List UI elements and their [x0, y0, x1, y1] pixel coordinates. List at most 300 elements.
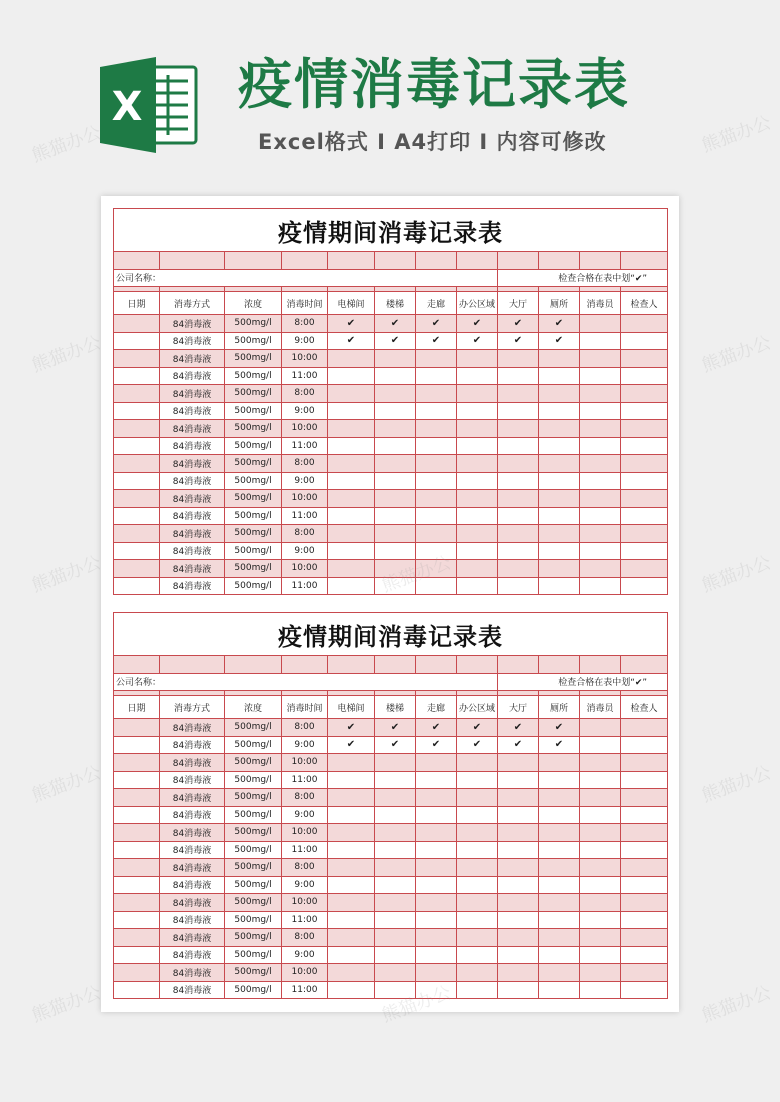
check-cell[interactable] [498, 507, 539, 525]
check-cell[interactable] [416, 876, 457, 894]
check-cell[interactable] [328, 437, 375, 455]
table-cell[interactable] [580, 420, 621, 438]
table-cell[interactable]: 500mg/l [225, 964, 282, 982]
table-cell[interactable] [114, 455, 160, 473]
check-cell[interactable] [416, 542, 457, 560]
table-cell[interactable]: 9:00 [282, 542, 328, 560]
table-cell[interactable] [621, 507, 668, 525]
blank-cell[interactable] [114, 252, 160, 270]
check-cell[interactable] [498, 981, 539, 999]
check-cell[interactable] [457, 754, 498, 772]
check-cell[interactable] [498, 350, 539, 368]
check-cell[interactable] [498, 542, 539, 560]
table-cell[interactable]: 10:00 [282, 754, 328, 772]
check-cell[interactable] [328, 367, 375, 385]
table-cell[interactable]: 500mg/l [225, 911, 282, 929]
table-cell[interactable]: 8:00 [282, 929, 328, 947]
check-cell[interactable]: ✔ [375, 332, 416, 350]
table-cell[interactable] [114, 577, 160, 595]
check-cell[interactable] [375, 929, 416, 947]
table-cell[interactable] [621, 981, 668, 999]
blank-cell[interactable] [539, 252, 580, 270]
check-cell[interactable] [375, 525, 416, 543]
table-cell[interactable] [114, 402, 160, 420]
check-cell[interactable] [457, 472, 498, 490]
check-cell[interactable] [416, 771, 457, 789]
blank-cell[interactable] [225, 656, 282, 674]
table-cell[interactable]: 84消毒液 [160, 824, 225, 842]
table-cell[interactable]: 500mg/l [225, 332, 282, 350]
check-cell[interactable] [328, 911, 375, 929]
table-cell[interactable] [114, 525, 160, 543]
table-cell[interactable] [580, 455, 621, 473]
check-cell[interactable] [457, 542, 498, 560]
table-cell[interactable]: 500mg/l [225, 507, 282, 525]
check-cell[interactable] [457, 859, 498, 877]
table-cell[interactable] [621, 929, 668, 947]
check-cell[interactable] [539, 577, 580, 595]
check-cell[interactable] [416, 560, 457, 578]
check-cell[interactable]: ✔ [498, 332, 539, 350]
table-cell[interactable] [114, 332, 160, 350]
table-cell[interactable]: 84消毒液 [160, 876, 225, 894]
check-cell[interactable] [457, 946, 498, 964]
check-cell[interactable] [416, 350, 457, 368]
table-cell[interactable]: 11:00 [282, 981, 328, 999]
table-cell[interactable] [114, 981, 160, 999]
table-cell[interactable] [114, 367, 160, 385]
table-cell[interactable]: 500mg/l [225, 385, 282, 403]
check-cell[interactable] [375, 560, 416, 578]
check-cell[interactable] [375, 911, 416, 929]
check-cell[interactable] [416, 929, 457, 947]
table-cell[interactable]: 11:00 [282, 841, 328, 859]
check-cell[interactable] [328, 876, 375, 894]
check-cell[interactable] [539, 472, 580, 490]
check-cell[interactable] [375, 402, 416, 420]
check-cell[interactable] [416, 367, 457, 385]
check-cell[interactable] [539, 911, 580, 929]
check-cell[interactable] [375, 455, 416, 473]
table-cell[interactable]: 8:00 [282, 789, 328, 807]
check-cell[interactable] [498, 876, 539, 894]
check-cell[interactable] [416, 841, 457, 859]
check-cell[interactable] [457, 525, 498, 543]
table-cell[interactable]: 84消毒液 [160, 806, 225, 824]
table-cell[interactable] [580, 315, 621, 333]
table-cell[interactable] [621, 542, 668, 560]
table-cell[interactable] [580, 367, 621, 385]
check-cell[interactable] [328, 894, 375, 912]
check-cell[interactable] [457, 771, 498, 789]
check-cell[interactable] [328, 929, 375, 947]
table-cell[interactable] [580, 560, 621, 578]
table-cell[interactable] [580, 894, 621, 912]
check-cell[interactable] [375, 350, 416, 368]
table-cell[interactable] [621, 402, 668, 420]
table-cell[interactable]: 8:00 [282, 455, 328, 473]
table-cell[interactable]: 84消毒液 [160, 964, 225, 982]
table-cell[interactable] [114, 841, 160, 859]
check-cell[interactable]: ✔ [328, 736, 375, 754]
check-cell[interactable] [416, 964, 457, 982]
table-cell[interactable]: 9:00 [282, 946, 328, 964]
check-cell[interactable] [328, 859, 375, 877]
check-cell[interactable] [375, 859, 416, 877]
check-cell[interactable]: ✔ [375, 736, 416, 754]
check-cell[interactable] [457, 420, 498, 438]
check-cell[interactable] [375, 542, 416, 560]
table-cell[interactable] [621, 771, 668, 789]
check-cell[interactable] [375, 806, 416, 824]
check-cell[interactable] [457, 437, 498, 455]
blank-cell[interactable] [498, 656, 539, 674]
table-cell[interactable]: 8:00 [282, 719, 328, 737]
table-cell[interactable] [621, 859, 668, 877]
table-cell[interactable]: 8:00 [282, 385, 328, 403]
table-cell[interactable] [580, 964, 621, 982]
table-cell[interactable] [114, 420, 160, 438]
check-cell[interactable] [539, 350, 580, 368]
table-cell[interactable]: 500mg/l [225, 946, 282, 964]
table-cell[interactable] [114, 946, 160, 964]
check-cell[interactable] [539, 455, 580, 473]
table-cell[interactable] [621, 806, 668, 824]
check-cell[interactable] [539, 542, 580, 560]
table-cell[interactable]: 84消毒液 [160, 736, 225, 754]
table-cell[interactable]: 10:00 [282, 894, 328, 912]
table-cell[interactable] [580, 754, 621, 772]
check-cell[interactable] [498, 754, 539, 772]
table-cell[interactable]: 500mg/l [225, 542, 282, 560]
check-cell[interactable] [457, 789, 498, 807]
table-cell[interactable] [621, 841, 668, 859]
check-cell[interactable] [539, 894, 580, 912]
table-cell[interactable] [621, 789, 668, 807]
blank-cell[interactable] [282, 252, 328, 270]
check-cell[interactable] [416, 385, 457, 403]
table-cell[interactable]: 84消毒液 [160, 560, 225, 578]
table-cell[interactable]: 8:00 [282, 315, 328, 333]
check-cell[interactable] [457, 350, 498, 368]
table-cell[interactable]: 9:00 [282, 472, 328, 490]
table-cell[interactable]: 9:00 [282, 402, 328, 420]
check-cell[interactable] [498, 771, 539, 789]
check-cell[interactable]: ✔ [539, 719, 580, 737]
table-cell[interactable]: 8:00 [282, 859, 328, 877]
check-cell[interactable] [457, 806, 498, 824]
check-cell[interactable] [457, 490, 498, 508]
check-cell[interactable] [375, 946, 416, 964]
check-cell[interactable] [416, 894, 457, 912]
table-cell[interactable] [580, 806, 621, 824]
table-cell[interactable] [580, 824, 621, 842]
table-cell[interactable]: 9:00 [282, 806, 328, 824]
check-cell[interactable]: ✔ [416, 315, 457, 333]
check-cell[interactable] [328, 789, 375, 807]
check-cell[interactable] [375, 367, 416, 385]
table-cell[interactable] [621, 964, 668, 982]
table-cell[interactable]: 500mg/l [225, 315, 282, 333]
table-cell[interactable] [580, 841, 621, 859]
check-cell[interactable] [498, 789, 539, 807]
table-cell[interactable] [580, 736, 621, 754]
table-cell[interactable] [621, 577, 668, 595]
table-cell[interactable]: 84消毒液 [160, 455, 225, 473]
check-cell[interactable] [457, 894, 498, 912]
check-cell[interactable] [498, 367, 539, 385]
table-cell[interactable] [114, 736, 160, 754]
table-cell[interactable]: 500mg/l [225, 719, 282, 737]
check-cell[interactable]: ✔ [498, 315, 539, 333]
check-cell[interactable] [539, 754, 580, 772]
check-cell[interactable] [539, 789, 580, 807]
table-cell[interactable] [621, 472, 668, 490]
table-cell[interactable] [114, 472, 160, 490]
check-cell[interactable] [498, 841, 539, 859]
table-cell[interactable] [580, 789, 621, 807]
table-cell[interactable] [580, 542, 621, 560]
table-cell[interactable] [621, 490, 668, 508]
table-cell[interactable] [580, 911, 621, 929]
check-cell[interactable] [498, 490, 539, 508]
table-cell[interactable]: 500mg/l [225, 525, 282, 543]
table-cell[interactable]: 10:00 [282, 824, 328, 842]
check-cell[interactable]: ✔ [457, 736, 498, 754]
check-cell[interactable]: ✔ [375, 315, 416, 333]
check-cell[interactable]: ✔ [498, 719, 539, 737]
check-cell[interactable] [416, 472, 457, 490]
check-cell[interactable] [457, 577, 498, 595]
table-cell[interactable]: 84消毒液 [160, 946, 225, 964]
check-cell[interactable] [498, 437, 539, 455]
check-cell[interactable] [539, 437, 580, 455]
table-cell[interactable]: 500mg/l [225, 824, 282, 842]
check-cell[interactable] [539, 964, 580, 982]
table-cell[interactable] [621, 332, 668, 350]
check-cell[interactable] [539, 525, 580, 543]
check-cell[interactable] [328, 841, 375, 859]
check-cell[interactable] [539, 420, 580, 438]
check-cell[interactable] [375, 894, 416, 912]
blank-cell[interactable] [539, 656, 580, 674]
table-cell[interactable]: 84消毒液 [160, 894, 225, 912]
check-cell[interactable] [498, 806, 539, 824]
check-cell[interactable] [539, 946, 580, 964]
blank-cell[interactable] [580, 252, 621, 270]
table-cell[interactable]: 84消毒液 [160, 402, 225, 420]
check-cell[interactable]: ✔ [498, 736, 539, 754]
table-cell[interactable]: 10:00 [282, 350, 328, 368]
check-cell[interactable] [539, 841, 580, 859]
check-cell[interactable] [539, 367, 580, 385]
table-cell[interactable] [114, 754, 160, 772]
check-cell[interactable]: ✔ [328, 719, 375, 737]
check-cell[interactable] [375, 420, 416, 438]
table-cell[interactable] [580, 385, 621, 403]
check-cell[interactable] [328, 350, 375, 368]
blank-cell[interactable] [225, 252, 282, 270]
table-cell[interactable] [580, 859, 621, 877]
check-cell[interactable]: ✔ [328, 315, 375, 333]
table-cell[interactable]: 10:00 [282, 490, 328, 508]
table-cell[interactable]: 84消毒液 [160, 542, 225, 560]
check-cell[interactable] [375, 754, 416, 772]
table-cell[interactable] [580, 437, 621, 455]
table-cell[interactable] [114, 859, 160, 877]
check-cell[interactable] [457, 560, 498, 578]
table-cell[interactable]: 500mg/l [225, 736, 282, 754]
table-cell[interactable] [580, 981, 621, 999]
check-cell[interactable] [416, 911, 457, 929]
check-cell[interactable] [328, 964, 375, 982]
table-cell[interactable] [114, 560, 160, 578]
check-cell[interactable] [539, 824, 580, 842]
check-cell[interactable] [416, 577, 457, 595]
check-cell[interactable] [498, 402, 539, 420]
table-cell[interactable] [621, 736, 668, 754]
table-cell[interactable]: 500mg/l [225, 367, 282, 385]
table-cell[interactable]: 9:00 [282, 736, 328, 754]
table-cell[interactable]: 84消毒液 [160, 490, 225, 508]
table-cell[interactable]: 84消毒液 [160, 719, 225, 737]
check-cell[interactable] [457, 911, 498, 929]
check-cell[interactable] [375, 981, 416, 999]
table-cell[interactable] [114, 719, 160, 737]
table-cell[interactable] [621, 315, 668, 333]
table-cell[interactable]: 84消毒液 [160, 420, 225, 438]
table-cell[interactable] [114, 542, 160, 560]
table-cell[interactable] [621, 876, 668, 894]
blank-cell[interactable] [621, 656, 668, 674]
check-cell[interactable] [328, 385, 375, 403]
blank-cell[interactable] [621, 252, 668, 270]
table-cell[interactable] [114, 437, 160, 455]
check-cell[interactable] [539, 981, 580, 999]
table-cell[interactable]: 8:00 [282, 525, 328, 543]
table-cell[interactable] [580, 946, 621, 964]
check-cell[interactable] [328, 490, 375, 508]
check-cell[interactable] [375, 385, 416, 403]
check-cell[interactable] [328, 946, 375, 964]
blank-cell[interactable] [580, 656, 621, 674]
check-cell[interactable] [375, 472, 416, 490]
check-cell[interactable] [539, 402, 580, 420]
check-cell[interactable] [498, 385, 539, 403]
table-cell[interactable]: 84消毒液 [160, 929, 225, 947]
table-cell[interactable]: 500mg/l [225, 420, 282, 438]
blank-cell[interactable] [416, 252, 457, 270]
blank-cell[interactable] [160, 252, 225, 270]
table-cell[interactable] [580, 876, 621, 894]
table-cell[interactable] [580, 771, 621, 789]
check-cell[interactable] [498, 577, 539, 595]
table-cell[interactable] [580, 332, 621, 350]
check-cell[interactable] [457, 385, 498, 403]
blank-cell[interactable] [282, 656, 328, 674]
check-cell[interactable] [498, 455, 539, 473]
check-cell[interactable]: ✔ [539, 315, 580, 333]
table-cell[interactable] [580, 472, 621, 490]
check-cell[interactable] [375, 964, 416, 982]
blank-cell[interactable] [160, 656, 225, 674]
table-cell[interactable] [114, 789, 160, 807]
check-cell[interactable] [328, 507, 375, 525]
check-cell[interactable]: ✔ [416, 736, 457, 754]
check-cell[interactable] [539, 929, 580, 947]
table-cell[interactable]: 500mg/l [225, 771, 282, 789]
check-cell[interactable] [328, 771, 375, 789]
check-cell[interactable] [539, 560, 580, 578]
table-cell[interactable]: 500mg/l [225, 490, 282, 508]
table-cell[interactable]: 500mg/l [225, 402, 282, 420]
table-cell[interactable]: 9:00 [282, 876, 328, 894]
check-cell[interactable] [375, 789, 416, 807]
check-cell[interactable] [498, 859, 539, 877]
table-cell[interactable]: 500mg/l [225, 894, 282, 912]
check-cell[interactable] [498, 964, 539, 982]
table-cell[interactable]: 500mg/l [225, 876, 282, 894]
check-cell[interactable] [328, 577, 375, 595]
table-cell[interactable] [621, 894, 668, 912]
check-cell[interactable] [457, 841, 498, 859]
check-cell[interactable] [416, 981, 457, 999]
check-cell[interactable] [498, 420, 539, 438]
table-cell[interactable]: 500mg/l [225, 789, 282, 807]
company-name-field[interactable]: 公司名称： [114, 269, 498, 287]
blank-cell[interactable] [416, 656, 457, 674]
table-cell[interactable]: 84消毒液 [160, 525, 225, 543]
table-cell[interactable]: 11:00 [282, 437, 328, 455]
table-cell[interactable] [621, 824, 668, 842]
check-cell[interactable] [498, 911, 539, 929]
check-cell[interactable] [457, 402, 498, 420]
check-cell[interactable] [457, 455, 498, 473]
check-cell[interactable] [375, 824, 416, 842]
table-cell[interactable]: 84消毒液 [160, 577, 225, 595]
table-cell[interactable]: 500mg/l [225, 981, 282, 999]
table-cell[interactable]: 84消毒液 [160, 981, 225, 999]
check-cell[interactable] [416, 754, 457, 772]
check-cell[interactable] [375, 577, 416, 595]
check-cell[interactable]: ✔ [457, 315, 498, 333]
check-cell[interactable] [498, 560, 539, 578]
company-name-field[interactable]: 公司名称： [114, 673, 498, 691]
check-cell[interactable] [457, 367, 498, 385]
table-cell[interactable]: 500mg/l [225, 754, 282, 772]
table-cell[interactable]: 84消毒液 [160, 437, 225, 455]
table-cell[interactable]: 84消毒液 [160, 789, 225, 807]
table-cell[interactable] [621, 350, 668, 368]
table-cell[interactable]: 84消毒液 [160, 771, 225, 789]
table-cell[interactable]: 500mg/l [225, 350, 282, 368]
table-cell[interactable] [621, 911, 668, 929]
table-cell[interactable] [114, 911, 160, 929]
check-cell[interactable] [328, 754, 375, 772]
check-cell[interactable] [328, 420, 375, 438]
check-cell[interactable] [328, 455, 375, 473]
table-cell[interactable]: 11:00 [282, 911, 328, 929]
check-cell[interactable] [375, 771, 416, 789]
check-cell[interactable] [539, 507, 580, 525]
check-cell[interactable] [375, 841, 416, 859]
table-cell[interactable] [580, 507, 621, 525]
table-cell[interactable] [580, 929, 621, 947]
check-cell[interactable]: ✔ [539, 736, 580, 754]
table-cell[interactable]: 500mg/l [225, 437, 282, 455]
table-cell[interactable]: 500mg/l [225, 859, 282, 877]
blank-cell[interactable] [498, 252, 539, 270]
